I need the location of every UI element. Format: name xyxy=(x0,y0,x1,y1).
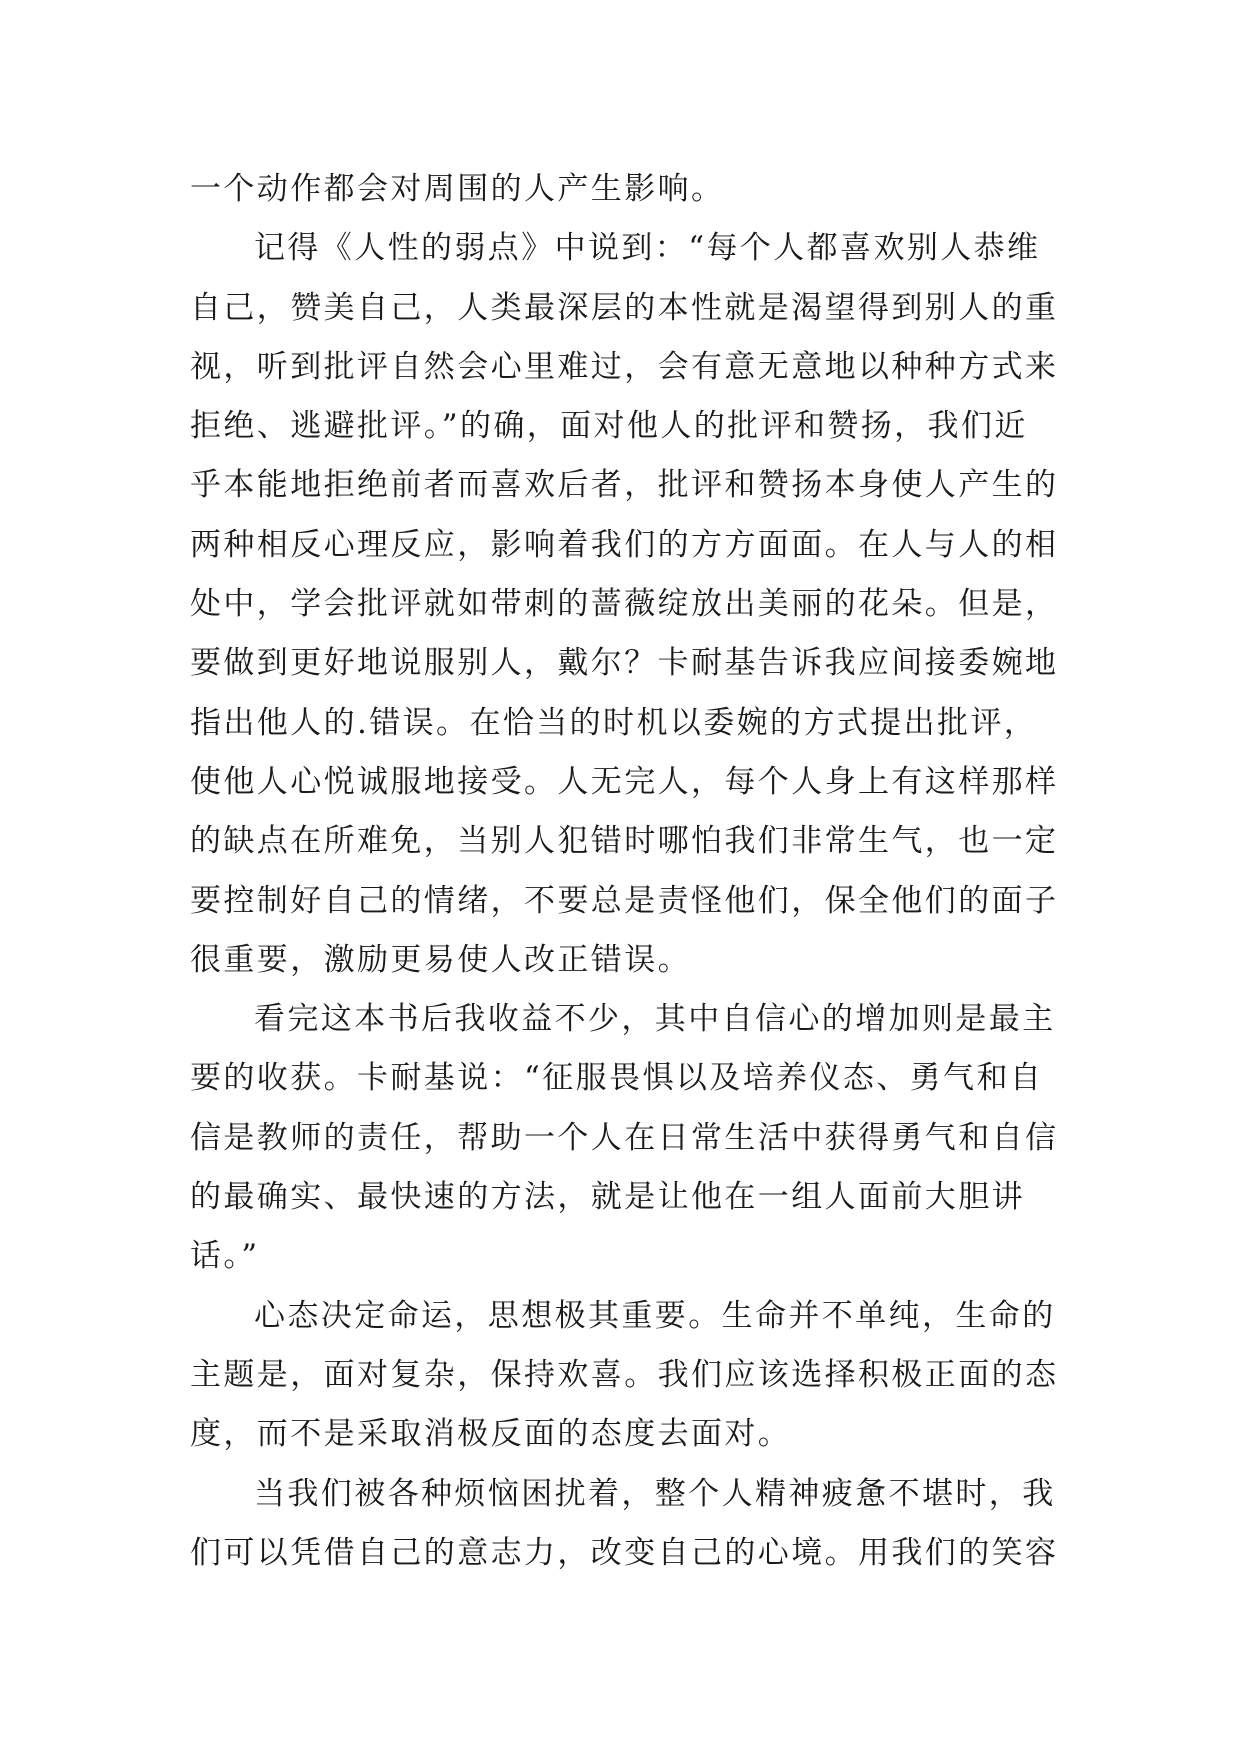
document-body xyxy=(190,160,1070,1583)
text-line: 看完这本书后我收益不少，其中自信心的增加则是最主 xyxy=(254,1001,1056,1038)
text-line: 使他人心悦诚服地接受。人无完人，每个人身上有这样那样 xyxy=(190,763,1059,800)
text-line: 要控制好自己的情绪，不要总是责怪他们，保全他们的面子 xyxy=(190,882,1059,919)
text-line: 当我们被各种烦恼困扰着，整个人精神疲惫不堪时，我 xyxy=(254,1475,1056,1512)
text-line: 们可以凭借自己的意志力，改变自己的心境。用我们的笑容 xyxy=(190,1534,1059,1571)
text-line: 乎本能地拒绝前者而喜欢后者，批评和赞扬本身使人产生的 xyxy=(190,467,1059,504)
text-line: 心态决定命运，思想极其重要。生命并不单纯，生命的 xyxy=(254,1297,1056,1334)
text-line: 主题是，面对复杂，保持欢喜。我们应该选择积极正面的态 xyxy=(190,1356,1059,1393)
text-line: 记得《人性的弱点》中说到：“每个人都喜欢别人恭维 xyxy=(254,230,1041,267)
text-line: 信是教师的责任，帮助一个人在日常生活中获得勇气和自信 xyxy=(190,1119,1059,1156)
text-line: 度，而不是采取消极反面的态度去面对。 xyxy=(190,1416,792,1453)
text-line: 很重要，激励更易使人改正错误。 xyxy=(190,941,691,978)
text-line: 话。” xyxy=(190,1238,260,1275)
text-line: 视，听到批评自然会心里难过，会有意无意地以种种方式来 xyxy=(190,348,1059,385)
text-line: 指出他人的.错误。在恰当的时机以委婉的方式提出批评， xyxy=(190,704,1038,741)
text-line: 要的收获。卡耐基说：“征服畏惧以及培养仪态、勇气和自 xyxy=(190,1060,1044,1097)
text-line: 自己，赞美自己，人类最深层的本性就是渴望得到别人的重 xyxy=(190,289,1059,326)
text-line: 拒绝、逃避批评。”的确，面对他人的批评和赞扬，我们近 xyxy=(190,408,1028,445)
text-line: 一个动作都会对周围的人产生影响。 xyxy=(190,171,725,207)
text-line: 处中，学会批评就如带刺的蔷薇绽放出美丽的花朵。但是， xyxy=(190,586,1059,623)
text-line: 的最确实、最快速的方法，就是让他在一组人面前大胆讲 xyxy=(190,1179,1025,1216)
text-line: 要做到更好地说服别人，戴尔？卡耐基告诉我应间接委婉地 xyxy=(190,645,1059,682)
text-line: 两种相反心理反应，影响着我们的方方面面。在人与人的相 xyxy=(190,526,1059,563)
text-line: 的缺点在所难免，当别人犯错时哪怕我们非常生气，也一定 xyxy=(190,823,1059,860)
